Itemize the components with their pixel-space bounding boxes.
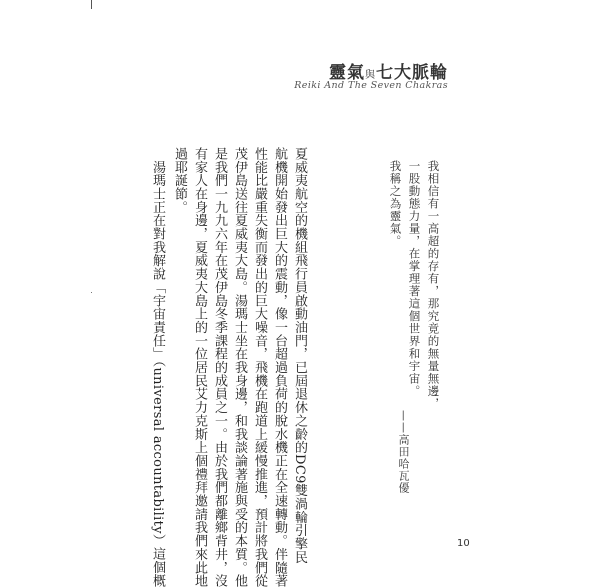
body-line-1: 夏威夷航空的機組飛行員啟動油門，已屆退休之齡的DC9雙渦輪引擎民: [292, 147, 307, 564]
chapter-title-part1: 靈氣: [329, 63, 365, 83]
body-line-8: 湯瑪士正在對我解說「宇宙責任」（universal accountability）這個概: [150, 147, 165, 588]
body-line-6: 有家人在身邊，夏威夷大島上的一位居民艾力克斯上個禮拜邀請我們來此地: [192, 147, 207, 588]
body-line-7: 過耶誕節。: [172, 147, 187, 214]
quote-attribution: ——高田哈瓦優: [397, 410, 410, 494]
body-line-3: 性能比嚴重失衡而發出的巨大噪音，飛機在跑道上緩慢推進，預計將我們從: [252, 147, 267, 588]
body-line-5: 是我們一九九六年在茂伊島冬季課程的成員之一。由於我們都離鄉背井，沒: [212, 147, 227, 588]
body-line-2: 航機開始發出巨大的震動，像一台超過負荷的脫水機正在全速轉動。伴隨著: [272, 147, 287, 588]
quote-line-3: 我稱之為靈氣。: [388, 160, 403, 248]
crop-mark: [91, 0, 92, 9]
quote-line-2: 一股動態力量，在掌理著這個世界和宇宙。: [407, 160, 422, 398]
quote-line-1: 我相信有一高超的存有，那究竟的無量無邊，: [426, 160, 441, 410]
page-number: 10: [457, 538, 470, 549]
body-line-4: 茂伊島送往夏威夷大島。湯瑪士坐在我身邊，和我談論著施與受的本質。他: [232, 147, 247, 588]
chapter-title-english: Reiki And The Seven Chakras: [294, 80, 448, 91]
chapter-title-part2: 七大脈輪: [376, 63, 448, 83]
scan-speck: [91, 292, 92, 293]
chapter-title-connector: 與: [365, 70, 376, 81]
